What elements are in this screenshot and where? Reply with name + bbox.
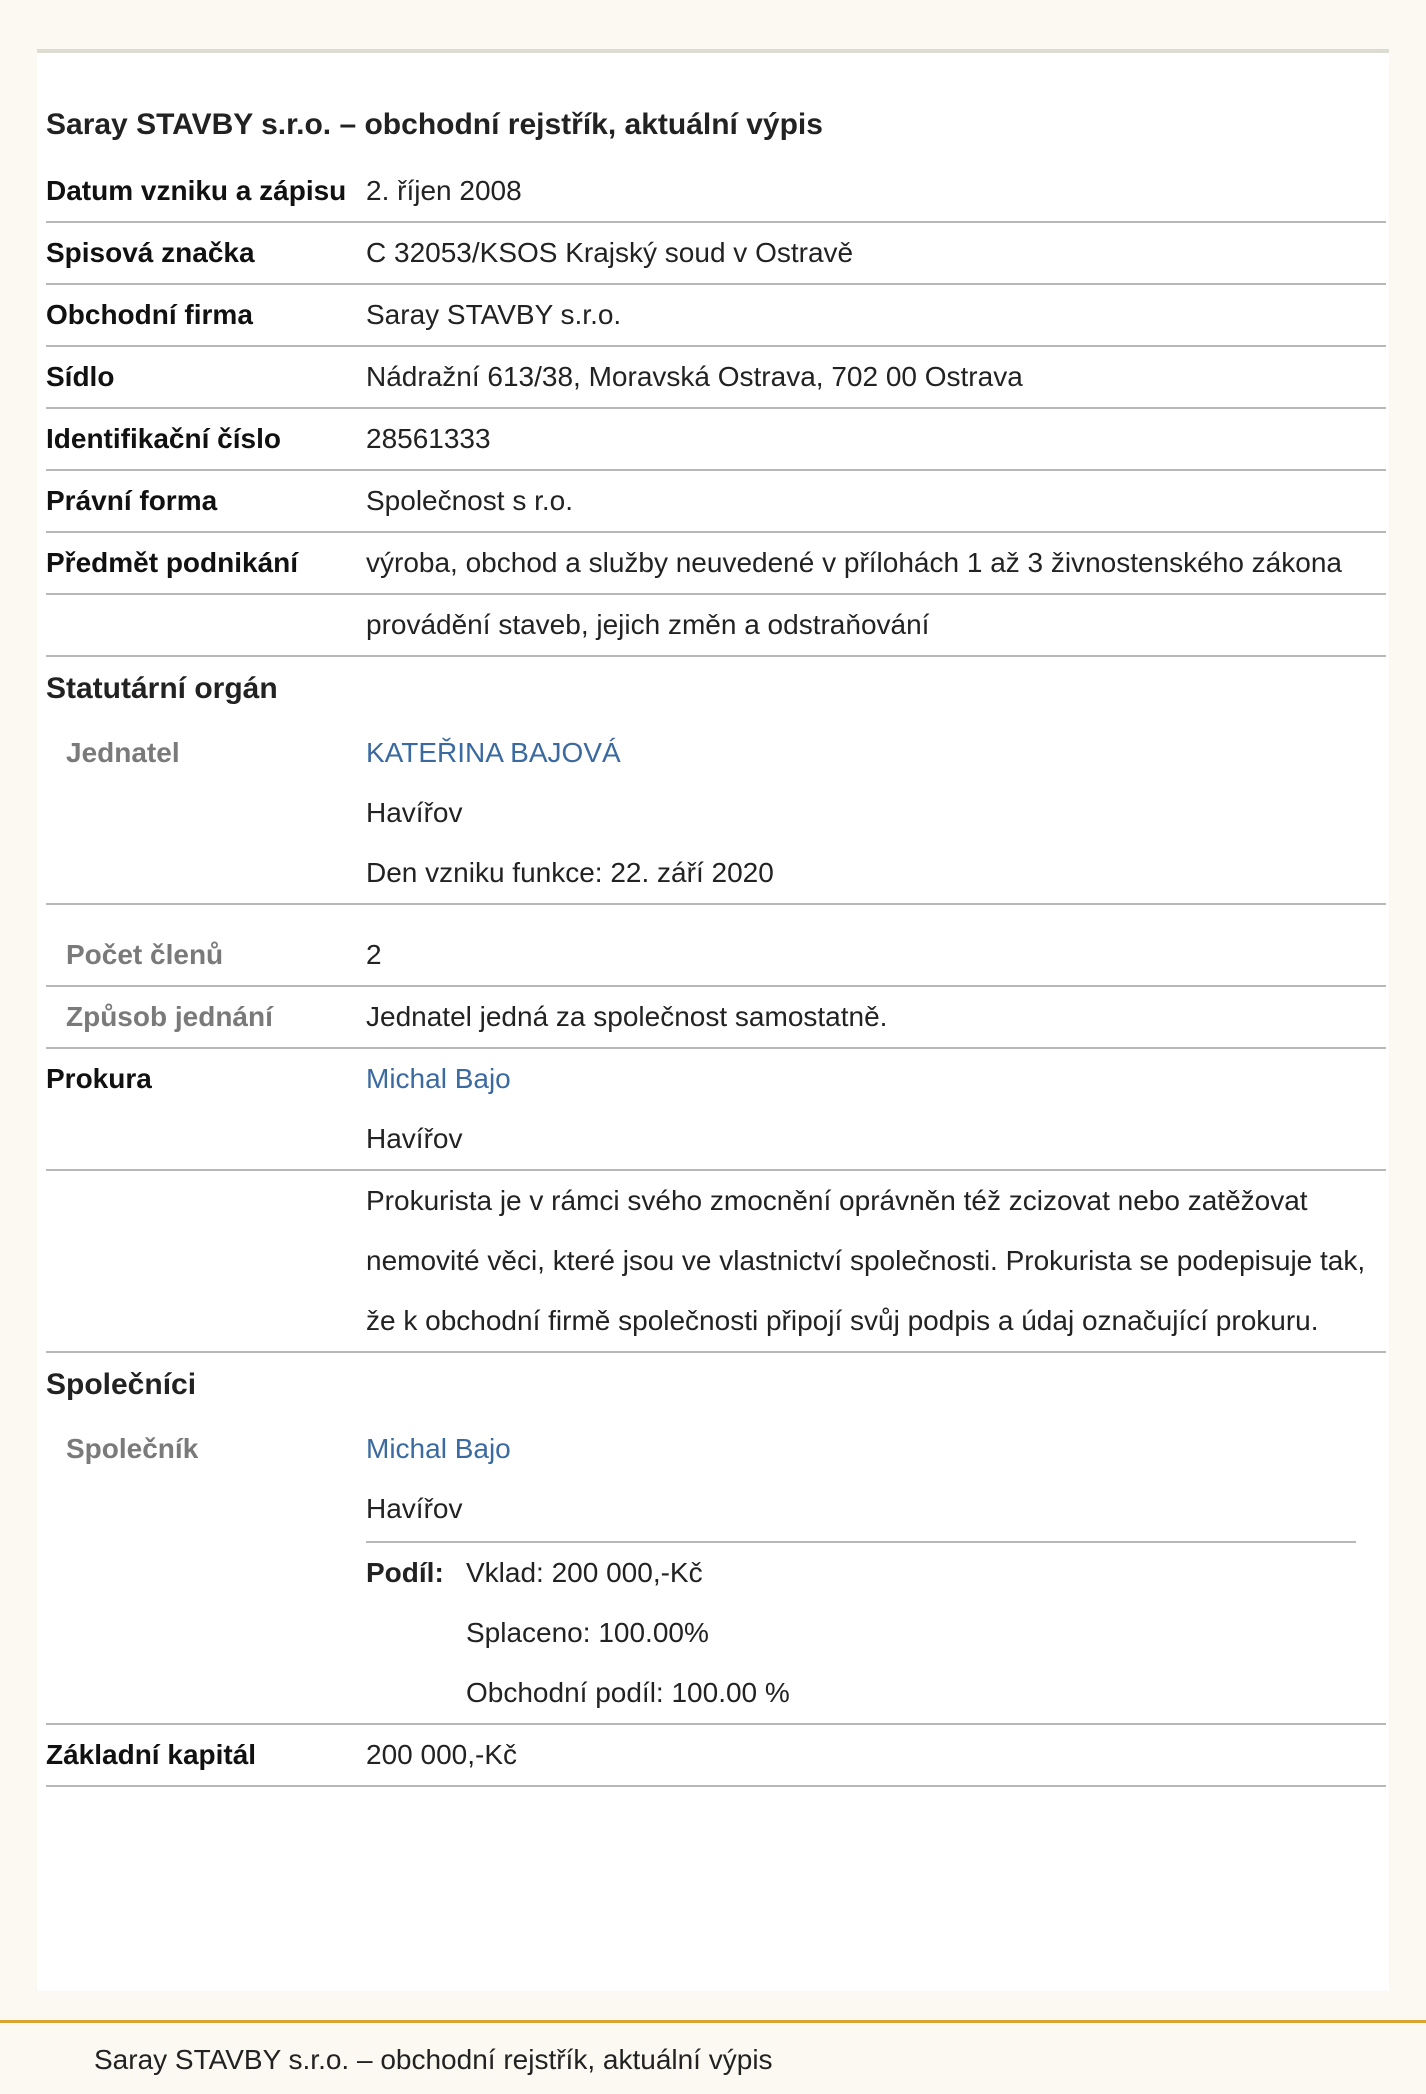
prokura-name-link[interactable]: Michal Bajo (366, 1063, 511, 1094)
value-forma: Společnost s r.o. (366, 485, 574, 516)
value-pocet: 2 (366, 939, 382, 970)
row-jednatel (46, 723, 1386, 905)
row-sidlo (46, 347, 1386, 409)
value-ico: 28561333 (366, 423, 491, 454)
row-kapital (46, 1725, 1386, 1787)
label-spolecnik: Společník (66, 1433, 199, 1464)
row-pocet (46, 905, 1386, 987)
value-kapital: 200 000,-Kč (366, 1739, 517, 1770)
label-datum (46, 161, 366, 221)
label-datum-text: Datum vzniku a zápisu (46, 175, 347, 206)
podil-obchodni: Obchodní podíl: 100.00 % (466, 1677, 790, 1708)
label-firma: Obchodní firma (46, 299, 253, 330)
row-forma (46, 471, 1386, 533)
label-kapital: Základní kapitál (46, 1739, 257, 1770)
value-firma: Saray STAVBY s.r.o. (366, 299, 622, 330)
jednatel-name-link[interactable]: KATEŘINA BAJOVÁ (366, 737, 621, 768)
value-spisova: C 32053/KSOS Krajský soud v Ostravě (366, 237, 854, 268)
podil-block (366, 1541, 1356, 1723)
value-prokura (366, 1049, 1386, 1169)
label-ico: Identifikační číslo (46, 423, 281, 454)
section-spolecnici: Společníci (46, 1368, 197, 1401)
jednatel-since: Den vzniku funkce: 22. září 2020 (366, 857, 774, 888)
jednatel-city: Havířov (366, 797, 463, 828)
value-jednatel (366, 723, 1386, 903)
label-zpusob: Způsob jednání (66, 1001, 273, 1032)
value-predmet-1: výroba, obchod a služby neuvedené v přílohách 1 až 3 živnostenského zákona (366, 547, 1342, 578)
row-predmet-2 (46, 595, 1386, 657)
row-spisova (46, 223, 1386, 285)
row-ico (46, 409, 1386, 471)
row-spolecnik (46, 1419, 1386, 1725)
row-prokura-note (46, 1171, 1386, 1353)
podil-vklad: Vklad: 200 000,-Kč (466, 1557, 703, 1588)
row-zpusob (46, 987, 1386, 1049)
label-empty (46, 595, 366, 655)
row-prokura (46, 1049, 1386, 1171)
value-predmet-2: provádění staveb, jejich změn a odstraňování (366, 609, 930, 640)
label-prokura: Prokura (46, 1063, 152, 1094)
label-spisova: Spisová značka (46, 237, 255, 268)
label-sidlo: Sídlo (46, 361, 115, 392)
podil-label: Podíl: (366, 1557, 444, 1588)
label-pocet: Počet členů (66, 939, 224, 970)
prokura-city: Havířov (366, 1123, 463, 1154)
label-predmet: Předmět podnikání (46, 547, 299, 578)
section-statutarni: Statutární orgán (46, 672, 278, 705)
label-forma: Právní forma (46, 485, 218, 516)
register-content (46, 99, 1386, 1787)
value-spolecnik (366, 1419, 1386, 1723)
spolecnik-city: Havířov (366, 1493, 463, 1524)
podil-splaceno: Splaceno: 100.00% (466, 1617, 709, 1648)
row-datum (46, 161, 1386, 223)
value-sidlo: Nádražní 613/38, Moravská Ostrava, 702 00 Ostrava (366, 361, 1023, 392)
label-empty-2 (46, 1171, 366, 1351)
page-title: Saray STAVBY s.r.o. – obchodní rejstřík, aktuální výpis (46, 108, 823, 141)
label-jednatel: Jednatel (66, 737, 180, 768)
row-predmet (46, 533, 1386, 595)
spolecnik-name-link[interactable]: Michal Bajo (366, 1433, 511, 1464)
podil-values (466, 1543, 790, 1723)
footer-divider (0, 2020, 1426, 2023)
row-firma (46, 285, 1386, 347)
value-zpusob: Jednatel jedná za společnost samostatně. (366, 1001, 888, 1032)
footer-title: Saray STAVBY s.r.o. – obchodní rejstřík, aktuální výpis (94, 2044, 773, 2075)
register-card (37, 49, 1389, 1991)
value-prokura-note: Prokurista je v rámci svého zmocnění oprávněn též zcizovat nebo zatěžovat nemovité věci, které jsou ve vlastnictví společnosti. Prokurista se podepisuje tak, že k obchodní firmě společnosti připojí svůj podpis a údaj označující prokuru. (366, 1185, 1366, 1336)
value-datum: 2. říjen 2008 (366, 175, 522, 206)
